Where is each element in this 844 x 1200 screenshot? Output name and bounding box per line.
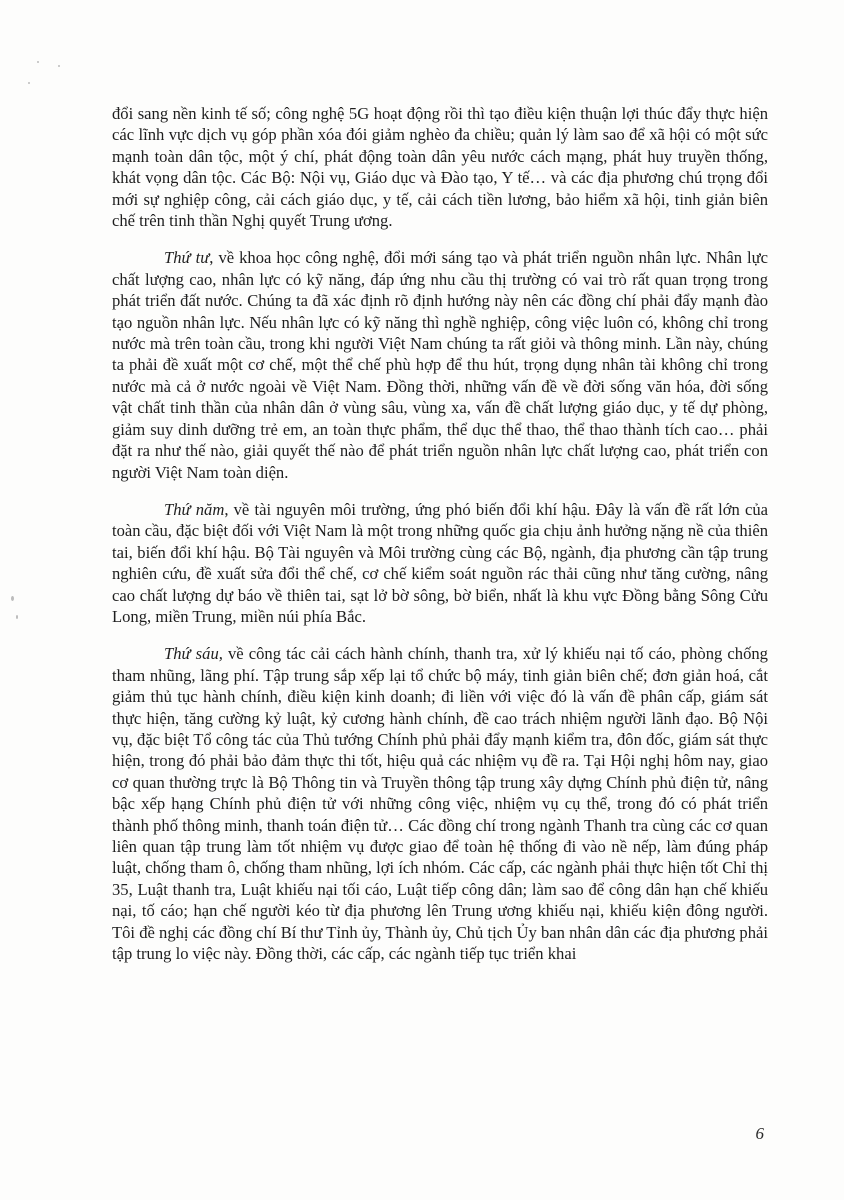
page-number: 6	[755, 1124, 764, 1143]
scan-speck	[11, 596, 14, 601]
scan-speck	[28, 82, 30, 84]
scan-speck	[37, 61, 39, 63]
paragraph	[112, 103, 768, 231]
paragraph-text: , về khoa học công nghệ, đổi mới sáng tạo và phát triển nguồn nhân lực. Nhân lực chất lượng cao, nhân lực có kỹ năng, đáp ứng nhu cầu thị trường có vai trò rất quan trọng trong phát triển đất nước. Chúng ta đã xác định rõ định hướng này nên các đồng chí phải đẩy mạnh đào tạo nguồn nhân lực. Nếu nhân lực có kỹ năng thì nghề nghiệp, công việc luôn có, không chỉ trong nước mà trên toàn cầu, trong khi người Việt Nam chúng ta rất giỏi và thông minh. Lần này, chúng ta phải đề xuất một cơ chế, một thể chế phù hợp để thu hút, trọng dụng nhân tài không chỉ trong nước mà cả ở nước ngoài về Việt Nam. Đồng thời, những vấn đề về đời sống văn hóa, đời sống vật chất tinh thần của nhân dân ở vùng sâu, vùng xa, vấn đề chất lượng giáo dục, y tế dự phòng, giảm suy dinh dưỡng trẻ em, an toàn thực phẩm, thể dục thể thao, thể thao thành tích cao… phải đặt ra như thế nào, giải quyết thế nào để phát triển nguồn nhân lực chất lượng cao, phát triển con người Việt Nam toàn diện.	[112, 248, 768, 482]
paragraph-text: đổi sang nền kinh tế số; công nghệ 5G hoạt động rồi thì tạo điều kiện thuận lợi thúc đẩy thực hiện các lĩnh vực dịch vụ góp phần xóa đói giảm nghèo đa chiều; quản lý làm sao để xã hội có một sức mạnh toàn dân tộc, một ý chí, phát động toàn dân yêu nước cách mạng, phát huy truyền thống, khát vọng dân tộc. Các Bộ: Nội vụ, Giáo dục và Đào tạo, Y tế… và các địa phương chú trọng đổi mới sự nghiệp công, cải cách giáo dục, y tế, cải cách tiền lương, bảo hiểm xã hội, tinh giản biên chế trên tinh thần Nghị quyết Trung ương.	[112, 104, 768, 231]
paragraph-lead: Thứ sáu,	[164, 644, 223, 664]
scan-speck	[58, 65, 60, 67]
paragraph	[112, 247, 768, 482]
paragraph	[112, 499, 768, 627]
paragraph-lead: Thứ tư	[164, 248, 210, 268]
paragraph-text: , về tài nguyên môi trường, ứng phó biến đổi khí hậu. Đây là vấn đề rất lớn của toàn cầu, đặc biệt đối với Việt Nam là một trong những quốc gia chịu ảnh hưởng nặng nề của thiên tai, biến đổi khí hậu. Bộ Tài nguyên và Môi trường cùng các Bộ, ngành, địa phương cần tập trung nghiên cứu, đề xuất sửa đổi thể chế, cơ chế kiểm soát nguồn rác thải cũng như tăng cường, nâng cao chất lượng dự báo về thiên tai, sạt lở bờ sông, bờ biển, nhất là khu vực Đồng bằng Sông Cửu Long, miền Trung, miền núi phía Bắc.	[112, 499, 768, 626]
scan-speck	[16, 615, 18, 619]
body-text	[112, 103, 768, 980]
paragraph	[112, 643, 768, 964]
paragraph-lead: Thứ năm	[164, 499, 225, 519]
paragraph-text: về công tác cải cách hành chính, thanh tra, xử lý khiếu nại tố cáo, phòng chống tham nhũng, lãng phí. Tập trung sắp xếp lại tổ chức bộ máy, tinh giản biên chế; đơn giản hoá, cắt giảm thủ tục hành chính, điều kiện kinh doanh; đi liền với việc đó là vấn đề phân cấp, giám sát thực hiện, tăng cường kỷ luật, kỷ cương hành chính, đề cao trách nhiệm người lãnh đạo. Bộ Nội vụ, đặc biệt Tổ công tác của Thủ tướng Chính phủ phải đẩy mạnh kiểm tra, đôn đốc, giám sát thực hiện, trong đó phải bảo đảm thực thi tốt, hiệu quả các nhiệm vụ đề ra. Tại Hội nghị hôm nay, giao cơ quan thường trực là Bộ Thông tin và Truyền thông tập trung xây dựng Chính phủ điện tử, nâng bậc xếp hạng Chính phủ điện tử với những công việc, nhiệm vụ cụ thể, trong đó có phát triển thành phố thông minh, thanh toán điện tử… Các đồng chí trong ngành Thanh tra cùng các cơ quan liên quan tập trung làm tốt nhiệm vụ được giao để toàn hệ thống đi vào nề nếp, làm đúng pháp luật, chống tham ô, chống tham nhũng, lợi ích nhóm. Các cấp, các ngành phải thực hiện tốt Chỉ thị 35, Luật thanh tra, Luật khiếu nại tối cáo, Luật tiếp công dân; làm sao để công dân hạn chế khiếu nại, tố cáo; hạn chế người kéo từ địa phương lên Trung ương khiếu nại, khiếu kiện đông người. Tôi đề nghị các đồng chí Bí thư Tỉnh ủy, Thành ủy, Chủ tịch Ủy ban nhân dân các địa phương phải tập trung lo việc này. Đồng thời, các cấp, các ngành tiếp tục triển khai	[112, 644, 768, 964]
